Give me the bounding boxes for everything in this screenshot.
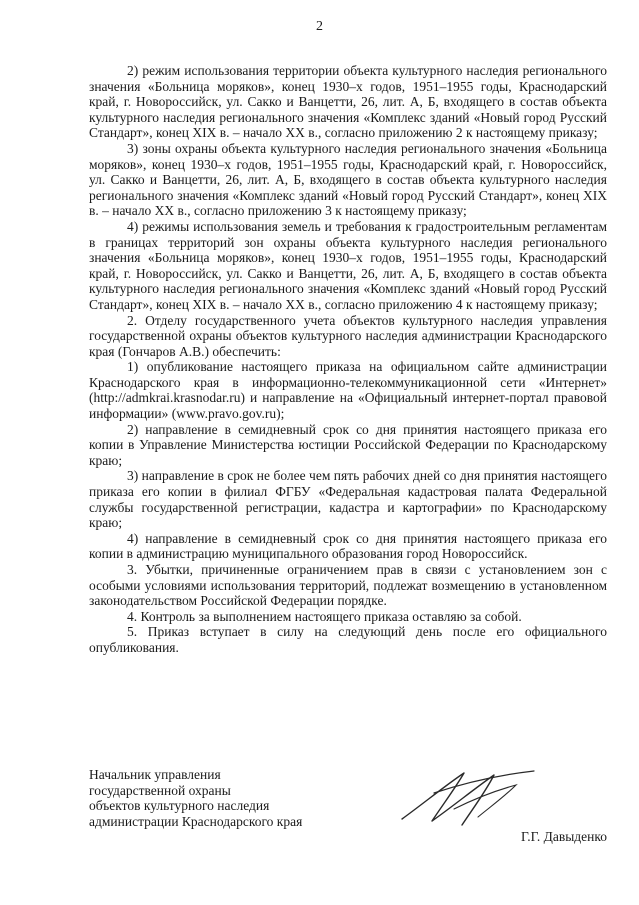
- paragraph-ministry-of-justice: 2) направление в семидневный срок со дня принятия настоящего приказа его копии в Управление Министерства юстиции Российской Федерации по Краснодарскому краю;: [89, 421, 607, 468]
- paragraph-municipal-administration: 4) направление в семидневный срок со дня принятия настоящего приказа его копии в администрацию муниципального образования город Новороссийск.: [89, 530, 607, 562]
- signer-name: Г.Г. Давыденко: [520, 829, 607, 844]
- document-body: [89, 63, 607, 656]
- signer-title-line: администрации Краснодарского края: [89, 813, 303, 829]
- paragraph-control: 4. Контроль за выполнением настоящего приказа оставляю за собой.: [127, 608, 522, 624]
- paragraph-losses: 3. Убытки, причиненные ограничением прав в связи с установлением зон с особыми условиями использования территорий, подлежат возмещению в установленном законодательством Российской Федерации порядке.: [89, 562, 607, 609]
- paragraph-department-instruction: 2. Отделу государственного учета объектов культурного наследия управления государственной охраны объектов культурного наследия администрации Краснодарского края (Гончаров А.В.) обеспечить:: [89, 312, 607, 359]
- signer-title-line: Начальник управления: [89, 767, 221, 782]
- paragraph-protection-zones: 3) зоны охраны объекта культурного наследия регионального значения «Больница моряков», конец 1930–х годов, 1951–1955 годы, Краснодарский край, г. Новороссийск, ул. Сакко и Ванцетти, 26, лит. А, Б, входящего в состав объекта культурного наследия регионального значения «Комплекс зданий «Новый город Русский Стандарт», конец XIX в. – начало XX в., согласно приложению 3 к настоящему приказу;: [89, 140, 607, 219]
- paragraph-regime-territory: 2) режим использования территории объекта культурного наследия регионального значения «Больница моряков», конец 1930–х годов, 1951–1955 годы, Краснодарский край, г. Новороссийск, ул. Сакко и Ванцетти, 26, лит. А, Б, входящего в состав объекта культурного наследия регионального значения «Комплекс зданий «Новый город Русский Стандарт», конец XIX в. – начало XX в., согласно приложению 2 к настоящему приказу;: [89, 63, 607, 141]
- signer-title-line: государственной охраны: [89, 782, 231, 798]
- page-number: 2: [316, 19, 323, 34]
- paragraph-entry-into-force: 5. Приказ вступает в силу на следующий день после его официального опубликования.: [89, 624, 607, 655]
- paragraph-cadastral-chamber: 3) направление в срок не более чем пять рабочих дней со дня принятия настоящего приказа его копии в филиал ФГБУ «Федеральная кадастровая палата Федеральной службы государственной регистрации, кадастра и картографии» по Краснодарскому краю;: [89, 468, 607, 531]
- paragraph-land-use-regimes: 4) режимы использования земель и требования к градостроительным регламентам в границах территорий зон охраны объекта культурного наследия регионального значения «Больница моряков», конец 1930–х годов, 1951–1955 годы, Краснодарский край, г. Новороссийск, ул. Сакко и Ванцетти, 26, лит. А, Б, входящего в состав объекта культурного наследия регионального значения «Комплекс зданий «Новый город Русский Стандарт», конец XIX в. – начало XX в., согласно приложению 4 к настоящему приказу;: [89, 218, 607, 312]
- paragraph-publication: 1) опубликование настоящего приказа на официальном сайте администрации Краснодарского края в информационно-телекоммуникационной сети «Интернет» (http://admkrai.krasnodar.ru) и направление на «Официальный интернет-портал правовой информации» (www.pravo.gov.ru);: [89, 359, 607, 422]
- signature-block: [89, 767, 607, 847]
- handwritten-signature: [394, 763, 544, 833]
- signer-title: [89, 767, 369, 829]
- signer-title-line: объектов культурного наследия: [89, 798, 270, 814]
